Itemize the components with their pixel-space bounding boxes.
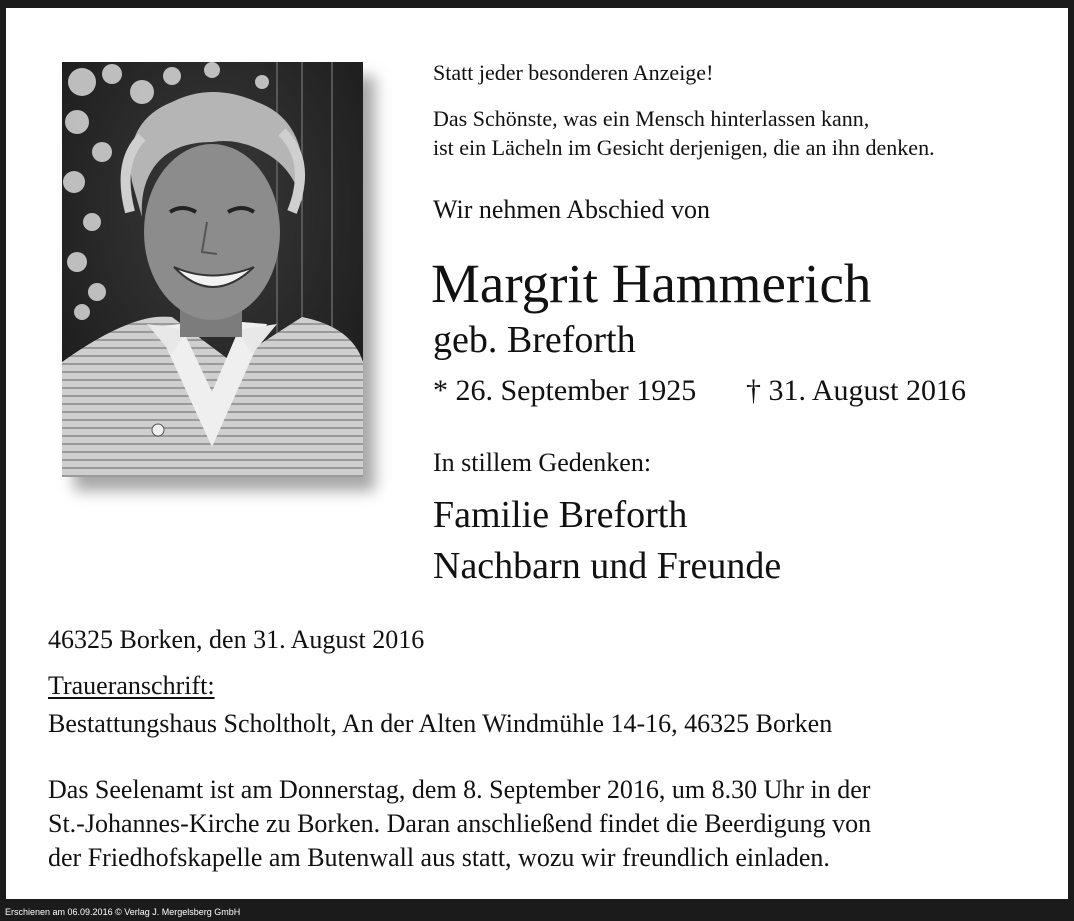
mourner-line-2: Nachbarn und Freunde (433, 545, 782, 587)
quote-line-2: ist ein Lächeln im Gesicht derjenigen, die an ihn denken. (433, 135, 935, 160)
mourner-line-1: Familie Breforth (433, 494, 688, 536)
quote-line-1: Das Schönste, was ein Mensch hinterlassen kann, (433, 106, 870, 131)
deceased-name: Margrit Hammerich (431, 253, 872, 314)
birth-date: * 26. September 1925 (433, 374, 697, 407)
intro-line: Statt jeder besonderen Anzeige! (433, 60, 714, 85)
funeral-address: Bestattungshaus Scholtholt, An der Alten Windmühle 14-16, 46325 Borken (48, 709, 833, 738)
service-line-1: Das Seelenamt ist am Donnerstag, dem 8. September 2016, um 8.30 Uhr in der (48, 775, 871, 804)
death-date: † 31. August 2016 (746, 374, 967, 407)
farewell-line: Wir nehmen Abschied von (433, 195, 710, 224)
service-line-2: St.-Johannes-Kirche zu Borken. Daran anschließend findet die Beerdigung von (48, 809, 872, 838)
remembrance-label: In stillem Gedenken: (433, 448, 652, 477)
portrait-photo (62, 62, 363, 477)
publication-note: Erschienen am 06.09.2016 © Verlag J. Mergelsberg GmbH (5, 907, 241, 917)
place-date: 46325 Borken, den 31. August 2016 (48, 625, 425, 654)
address-label: Traueranschrift: (48, 671, 215, 700)
maiden-name: geb. Breforth (433, 319, 636, 361)
service-line-3: der Friedhofskapelle am Butenwall aus statt, wozu wir freundlich einladen. (48, 843, 830, 872)
